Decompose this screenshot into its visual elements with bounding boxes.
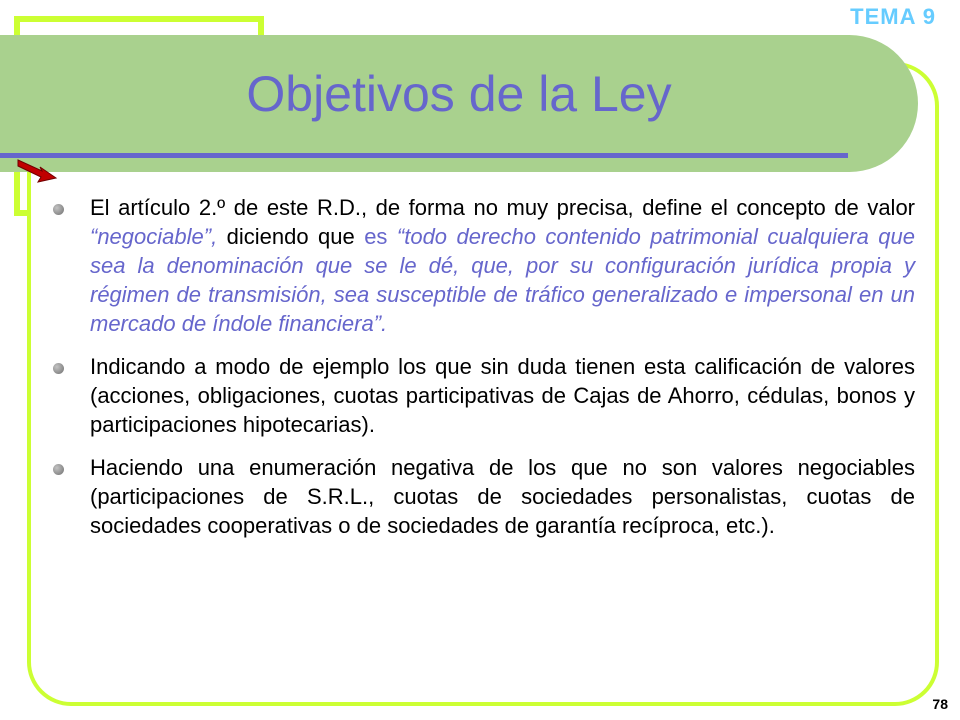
title-underline [0, 153, 848, 158]
bullet-text: Haciendo una enumeración negativa de los que no son valores negociables (participaciones de S.R.L., cuotas de sociedades personalistas, cuotas de sociedades cooperativas o de sociedades de garantía recíproca, etc.). [90, 455, 915, 538]
page-number: 78 [932, 696, 948, 712]
quoted-text: “negociable”, [90, 224, 218, 249]
bullet-text: es [364, 224, 388, 249]
bullet-text: El artículo 2.º de este R.D., de forma no muy precisa, define el concepto de valor [90, 195, 915, 220]
slide-title: Objetivos de la Ley [246, 66, 672, 122]
bullet-item [52, 453, 915, 540]
bullet-dot-icon [53, 363, 64, 374]
bullet-text: diciendo que [217, 224, 365, 249]
bullet-item [52, 193, 915, 338]
bullet-text [387, 224, 396, 249]
topic-tag: TEMA 9 [850, 4, 936, 29]
red-arrow-icon [16, 157, 60, 187]
bullet-item [52, 352, 915, 439]
bullet-dot-icon [53, 464, 64, 475]
bullet-dot-icon [53, 204, 64, 215]
quoted-text: “todo derecho contenido patrimonial cualquiera que sea la denominación que se le dé, que, por su configuración jurídica propia y régimen de transmisión, sea susceptible de tráfico generalizado e impersonal en un mercado de índole financiera”. [90, 224, 915, 336]
bullet-text: Indicando a modo de ejemplo los que sin duda tienen esta calificación de valores (acciones, obligaciones, cuotas participativas de Cajas de Ahorro, cédulas, bonos y participaciones hipotecarias). [90, 354, 915, 437]
bullet-list [52, 193, 915, 554]
